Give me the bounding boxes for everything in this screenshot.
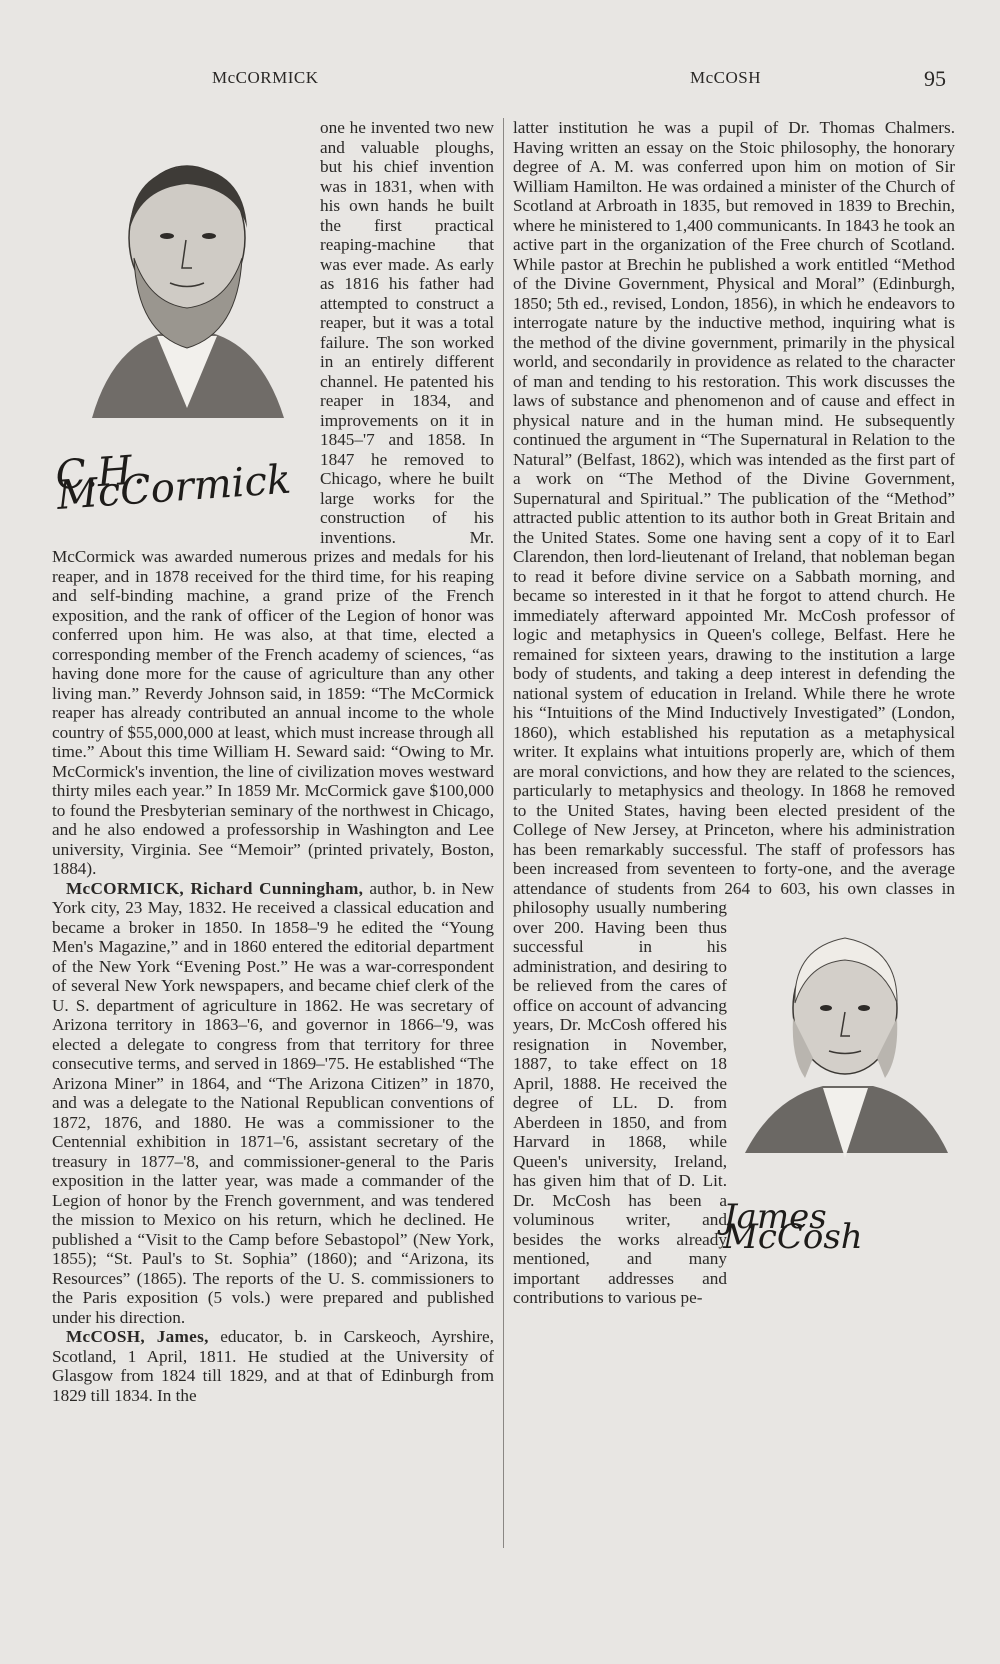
entry-text: author, b. in New York city, 23 May, 1832. He received a classical education and became a broker in 1850. In 1858–'9 he edited the “Young Men's Magazine,” and in 1860 entered the editorial department of the New York “Evening Post.” He was a war-correspondent of several New York newspapers, and became chief clerk of the U. S. department of agriculture in 1862. He was secretary of Arizona territory in 1863–'6, and governor in 1866–'9, was elected a delegate to congress from that territory for three consecutive terms, and served in 1869–'75. He established “The Arizona Miner” in 1864, and “The Arizona Citizen” in 1870, and was a delegate to the National Republican conventions of 1872, 1876, and 1880. He was a commissioner to the Centennial exhibition in 1871–'6, assistant secretary of the treasury in 1877–'8, and commissioner-general to the Paris exposition in the latter year, was made a commander of the Legion of honor by the French government, and was tendered the mission to Mexico on his return, which he declined. He published a “Visit to the Camp before Sebastopol” (New York, 1855); “St. Paul's to St. Sophia” (1860); and “Arizona, its Resources” (1865). The reports of the U. S. commissioners to the Paris exposition (5 vols.) were prepared and published under his direction. (52, 878, 494, 1327)
mccosh-portrait (733, 908, 955, 1198)
mccosh-continuation: latter institution he was a pupil of Dr. Thomas Chalmers. Having written an essay on the Stoic philosophy, the honorary degree of A. M. was conferred upon him on motion of Sir William Hamilton. He was ordained a minister of the Church of Scotland at Arbroath in 1835, but removed in 1839 to Brechin, where he ministered to 1,400 communicants. In 1843 he took an active part in the organization of the Free church of Scotland. While pastor at Brechin he published a work entitled “Method of the Divine Government, Physical and Moral” (Edinburgh, 1850; 5th ed., revised, London, 1856), in which he endeavors to interrogate nature by the inductive method, inquiring what is the method of the divine government, primarily in the physical world, and secondarily in providence as related to the character of man and tending to his restoration. This work discusses the laws of substance and phenomenon and of cause and effect in physical nature and in the human mind. He subsequently continued the argument in “The Supernatural in Relation to the Natural” (Belfast, 1862), which was intended as the first part of a work on “The Method of the Divine Government, Supernatural and Spiritual.” The publication of the “Method” attracted public attention to its author both in Great Britain and the United States. Some one having sent a copy of it to Earl Clarendon, then lord-lieutenant of Ireland, that nobleman began to read it before divine service on a Sabbath morning, and became so interested in it that he forgot to attend church. He immediately afterward appointed Mr. McCosh professor of logic and metaphysics in Queen's college, Belfast. Here he remained for sixteen years, drawing to the institution a large body of students, and taking a deep interest in defending the national system of education in Ireland. While there he wrote his “Intuitions of the Mind Inductively Investigated” (London, 1860), which established his reputation as a metaphysical writer. It explains what intuitions properly are, which of them are moral convictions, and how they are related to the sciences, particularly to metaphysics and theology. In 1868 he removed to the United States, having been elected president of the College of New Jersey, at Princeton, where his administration has been remarkably successful. The staff of professors has been increased from seventeen to forty-one, and the average attendance of students from 264 to 603, his own classes in philosophy usually numbering over 200. Having been thus successful in his administration, and desiring to be relieved from the cares of office on account of advancing years, Dr. McCosh offered his resignation in November, 1887, to take effect on 18 April, 1888. He received the degree of LL. D. from Aberdeen in 1850, and from Harvard in 1868, while Queen's university, Ireland, has given him that of D. Lit. Dr. McCosh has been a voluminous writer, and besides the works already mentioned, and many important addresses and contributions to various pe- (513, 118, 955, 1307)
right-column (513, 118, 955, 1308)
mccormick-paragraph: one he invented two new and valuable ploughs, but his chief invention was in 1831, when with his own hands he built the first practical reaping-machine that was ever made. As early as 1816 his father had attempted to construct a reaper, but it was a total failure. The son worked in an entirely different channel. He patented his reaper in 1834, and improvements on it in 1845–'7 and 1858. In 1847 he removed to Chicago, where he built large works for the construction of his inventions. Mr. McCormick was awarded numerous prizes and medals for his reaper, and in 1878 received for the third time, for his reaping and self-binding machine, a grand prize of the French exposition, and the rank of officer of the Legion of honor was conferred upon him. He was also, at that time, elected a corresponding member of the French academy of sciences, “as having done more for the cause of agriculture than any other living man.” Reverdy Johnson said, in 1859: “The McCormick reaper has already contributed an annual income to the whole country of $55,000,000 at least, which must increase through all time.” About this time William H. Seward said: “Owing to Mr. McCormick's invention, the line of civilization moves westward thirty miles each year.” In 1859 Mr. McCormick gave $100,000 to found the Presbyterian seminary of the northwest in Chicago, and he also endowed a professorship in Washington and Lee university, Virginia. See “Memoir” (printed privately, Boston, 1884). (52, 118, 494, 878)
page-number: 95 (924, 66, 946, 91)
mccormick-signature: C.H. McCormick (53, 446, 293, 519)
mccosh-signature: James McCosh (723, 1197, 863, 1257)
running-header (0, 68, 1000, 92)
mccosh-portrait-block (723, 908, 955, 1268)
header-right-name: McCOSH (690, 68, 762, 87)
mccormick-portrait (52, 118, 314, 458)
entry-heading: McCOSH, James, (66, 1327, 209, 1346)
entry-mccosh-james (52, 1327, 494, 1405)
entry-text: educator, b. in Carskeoch, Ayrshire, Scotland, 1 April, 1811. He studied at the University of Glasgow from 1824 till 1829, and at that of Edinburgh from 1829 till 1834. In the (52, 1327, 494, 1405)
header-left-name: McCORMICK (212, 68, 319, 87)
entry-heading: McCORMICK, Richard Cunningham, (66, 878, 364, 898)
mccormick-portrait-block (52, 118, 314, 542)
column-divider (503, 118, 504, 1548)
entry-mccormick-richard (52, 879, 494, 1328)
left-column (52, 118, 494, 1405)
